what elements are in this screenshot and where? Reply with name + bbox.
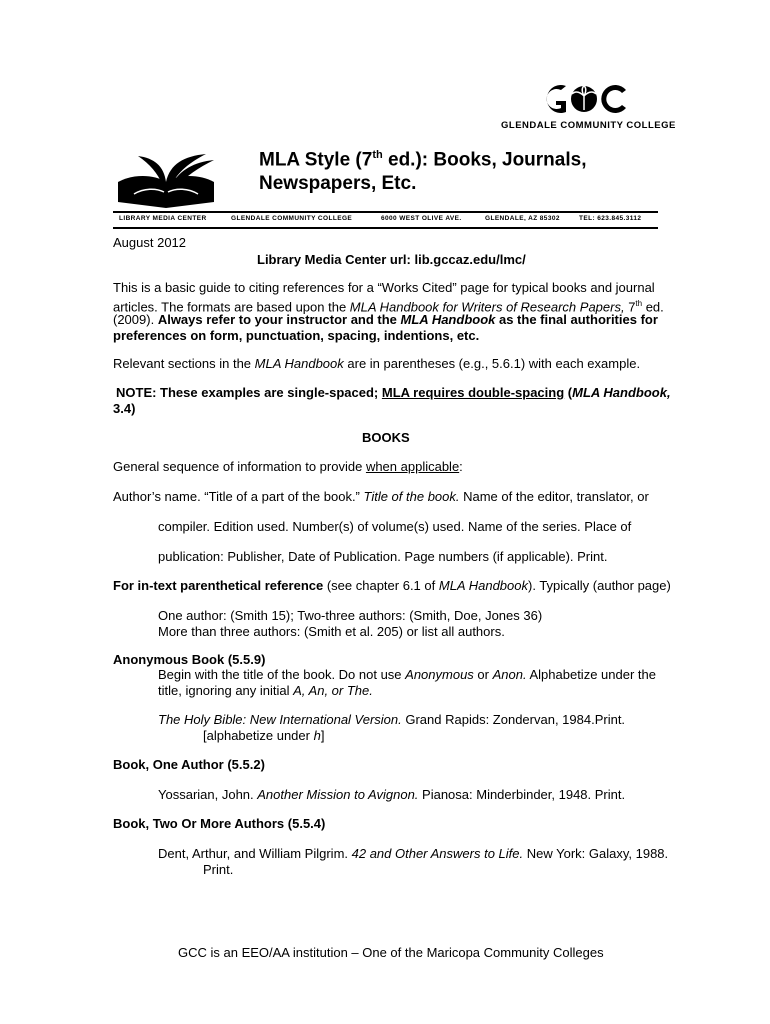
- header-info-strip: [113, 211, 658, 229]
- strip-phone: TEL: 623.845.3112: [579, 215, 642, 222]
- sequence-line-2: compiler. Edition used. Number(s) of volume(s) used. Name of the series. Place of: [158, 519, 632, 534]
- relevant-sections: Relevant sections in the MLA Handbook are in parentheses (e.g., 5.6.1) with each example.: [113, 356, 641, 371]
- intro-line-3: (2009). Always refer to your instructor and the MLA Handbook as the final authorities for: [113, 312, 658, 327]
- two-authors-example: Dent, Arthur, and William Pilgrim. 42 and Other Answers to Life. New York: Galaxy, 1988.: [158, 846, 669, 861]
- note-line-2: 3.4): [113, 401, 136, 416]
- intro-line-2: articles. The formats are based upon the MLA Handbook for Writers of Research Papers, 7th ed.: [113, 299, 664, 315]
- two-authors-heading: Book, Two Or More Authors (5.5.4): [113, 816, 326, 831]
- intro-line-4: preferences on form, punctuation, spacing, indentions, etc.: [113, 328, 480, 343]
- page-title: MLA Style (7th ed.): Books, Journals, Newspapers, Etc.: [259, 149, 587, 195]
- sequence-line-1: Author’s name. “Title of a part of the book.” Title of the book. Name of the editor, translator, or: [113, 489, 649, 504]
- one-author-heading: Book, One Author (5.5.2): [113, 757, 265, 772]
- footer-text: GCC is an EEO/AA institution – One of the Maricopa Community Colleges: [178, 945, 604, 960]
- anonymous-line-2: title, ignoring any initial A, An, or The.: [158, 683, 373, 698]
- date-text: August 2012: [113, 235, 187, 250]
- strip-college: GLENDALE COMMUNITY COLLEGE: [231, 215, 353, 222]
- intro-line-1: This is a basic guide to citing references for a “Works Cited” page for typical books and journal: [113, 280, 655, 295]
- note-line-1: NOTE: These examples are single-spaced; MLA requires double-spacing (MLA Handbook,: [116, 385, 671, 400]
- anonymous-example-2: [alphabetize under h]: [203, 728, 325, 743]
- strip-address: 6000 WEST OLIVE AVE.: [381, 215, 462, 222]
- two-authors-example-2: Print.: [203, 862, 234, 877]
- strip-city: GLENDALE, AZ 85302: [485, 215, 560, 222]
- general-sequence: General sequence of information to provide when applicable:: [113, 459, 463, 474]
- url-line: Library Media Center url: lib.gccaz.edu/lmc/: [257, 252, 526, 267]
- gcc-logo: [538, 82, 630, 116]
- open-book-icon: [114, 152, 218, 210]
- anonymous-line-1: Begin with the title of the book. Do not use Anonymous or Anon. Alphabetize under the: [158, 667, 656, 682]
- intext-line-2: One author: (Smith 15); Two-three authors: (Smith, Doe, Jones 36): [158, 608, 543, 623]
- anonymous-example-1: The Holy Bible: New International Version. Grand Rapids: Zondervan, 1984.Print.: [158, 712, 626, 727]
- strip-library: LIBRARY MEDIA CENTER: [119, 215, 207, 222]
- intext-line-3: More than three authors: (Smith et al. 205) or list all authors.: [158, 624, 505, 639]
- college-name: GLENDALE COMMUNITY COLLEGE: [501, 120, 676, 131]
- one-author-example: Yossarian, John. Another Mission to Avignon. Pianosa: Minderbinder, 1948. Print.: [158, 787, 626, 802]
- intext-reference: For in-text parenthetical reference (see chapter 6.1 of MLA Handbook). Typically (author page): [113, 578, 671, 593]
- anonymous-heading: Anonymous Book (5.5.9): [113, 652, 266, 667]
- sequence-line-3: publication: Publisher, Date of Publication. Page numbers (if applicable). Print.: [158, 549, 608, 564]
- books-heading: BOOKS: [362, 430, 410, 445]
